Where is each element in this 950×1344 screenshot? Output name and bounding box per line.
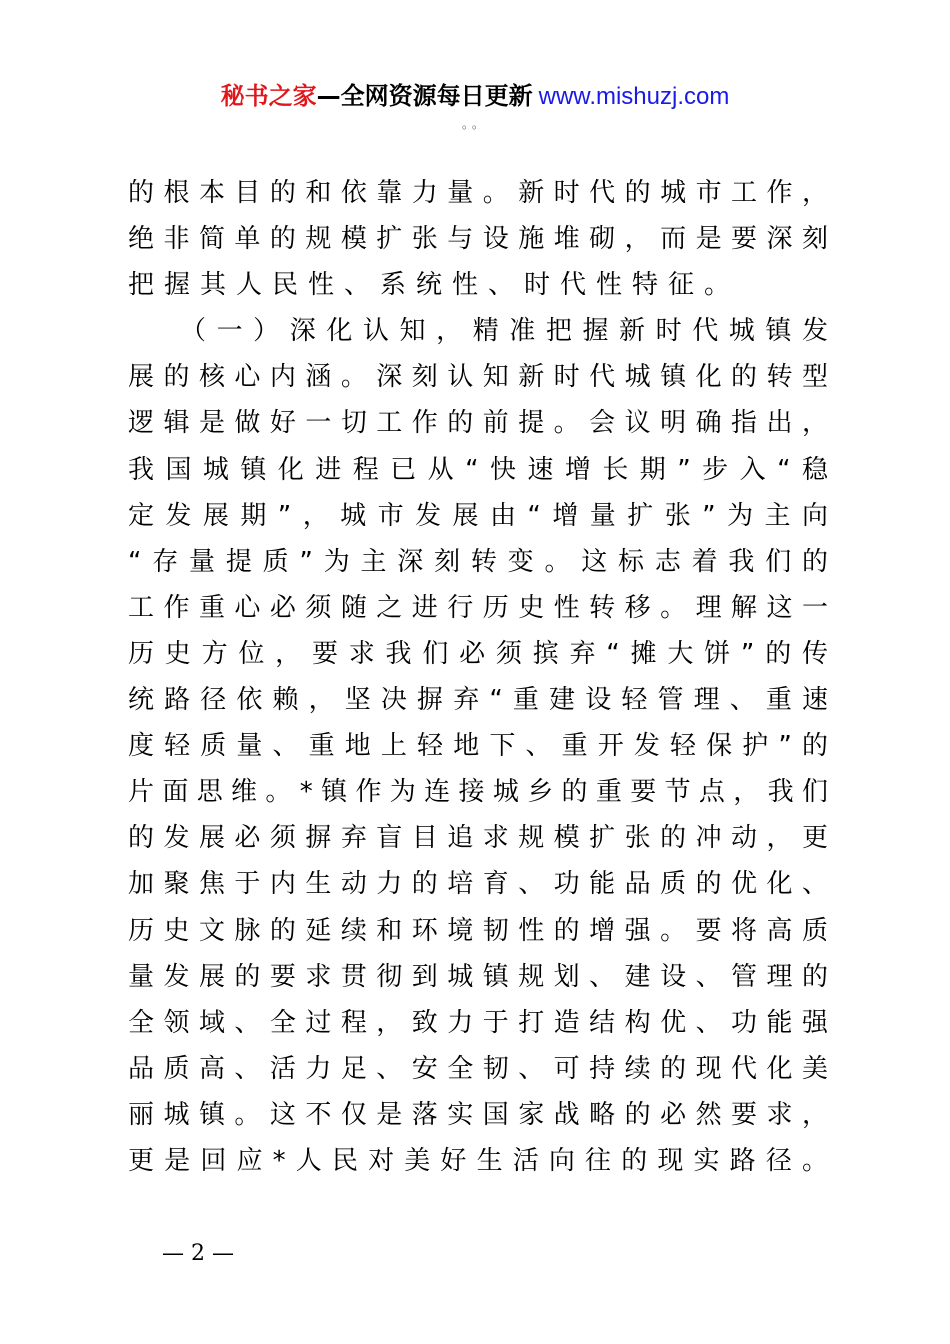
document-header — [0, 80, 950, 113]
text-line: 的发展必须摒弃盲目追求规模扩张的冲动，更 — [128, 823, 828, 854]
text-line: 丽城镇。这不仅是落实国家战略的必然要求， — [128, 1099, 828, 1130]
text-line: 历史文脉的延续和环境韧性的增强。要将高质 — [128, 915, 828, 946]
header-tagline: —全网资源每日更新 — [316, 82, 533, 110]
text-line: 逻辑是做好一切工作的前提。会议明确指出， — [128, 408, 828, 439]
text-line: 历史方位，要求我们必须摈弃“摊大饼”的传 — [128, 638, 828, 669]
text-line: 更是回应*人民对美好生活向往的现实路径。 — [128, 1145, 828, 1176]
text-line: 片面思维。*镇作为连接城乡的重要节点，我们 — [128, 777, 828, 808]
text-line: 展的核心内涵。深刻认知新时代城镇化的转型 — [128, 362, 828, 393]
text-line: 加聚焦于内生动力的培育、功能品质的优化、 — [128, 869, 828, 900]
text-line: “存量提质”为主深刻转变。这标志着我们的 — [128, 546, 828, 577]
header-dots: 。。 — [461, 117, 488, 131]
text-line: 把握其人民性、系统性、时代性特征。 — [128, 270, 741, 301]
text-line: 度轻质量、重地上轻地下、重开发轻保护”的 — [128, 731, 828, 762]
brand-name: 秘书之家 — [220, 82, 317, 110]
site-url-link[interactable]: www.mishuzj.com — [538, 83, 730, 110]
text-line: 量发展的要求贯彻到城镇规划、建设、管理的 — [128, 961, 828, 992]
text-line: 我国城镇化进程已从“快速增长期”步入“稳 — [128, 454, 828, 485]
text-line-paragraph-start: （一）深化认知，精准把握新时代城镇发 — [180, 316, 828, 347]
text-line: 的根本目的和依靠力量。新时代的城市工作， — [128, 178, 828, 208]
text-line: 统路径依赖，坚决摒弃“重建设轻管理、重速 — [128, 685, 828, 716]
text-line: 绝非简单的规模扩张与设施堆砌，而是要深刻 — [128, 224, 828, 255]
text-line: 品质高、活力足、安全韧、可持续的现代化美 — [128, 1053, 828, 1084]
document-body — [128, 170, 828, 1184]
text-line: 工作重心必须随之进行历史性转移。理解这一 — [128, 592, 828, 623]
page-number: — 2 — — [162, 1241, 234, 1266]
text-line: 全领域、全过程，致力于打造结构优、功能强 — [128, 1007, 828, 1038]
text-line: 定发展期”，城市发展由“增量扩张”为主向 — [128, 500, 828, 531]
